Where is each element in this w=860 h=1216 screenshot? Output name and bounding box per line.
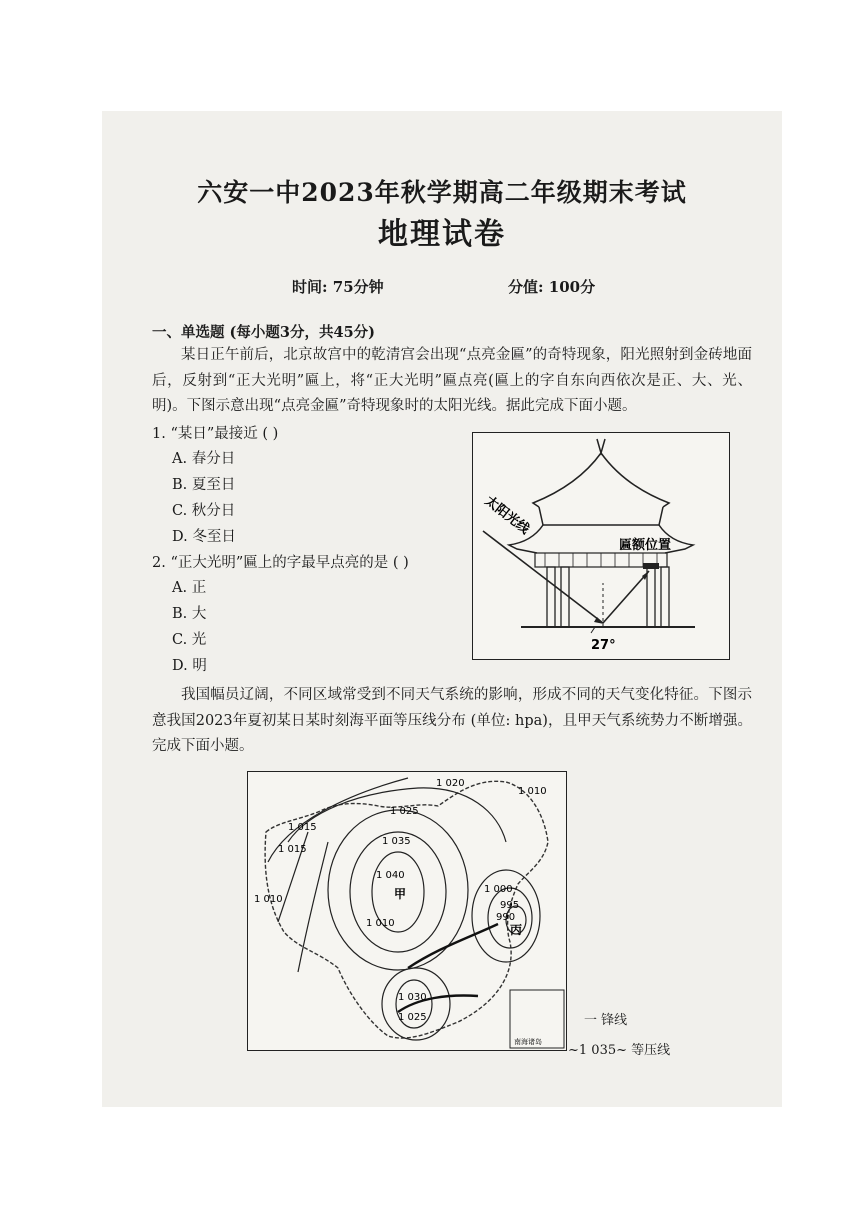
question-1-option-b: B. 夏至日 xyxy=(172,477,236,493)
question-1-option-c: C. 秋分日 xyxy=(172,503,236,519)
isobar-label: 995 xyxy=(500,900,520,911)
isobar-label: 990 xyxy=(496,912,516,923)
question-1-option-d: D. 冬至日 xyxy=(172,529,236,545)
inset-label: 南海诸岛 xyxy=(514,1038,542,1046)
isobar-label: 1 030 xyxy=(398,992,427,1003)
sun-ray-label: 太阳光线 xyxy=(481,493,532,538)
exam-score: 分值: 100分 xyxy=(508,278,596,296)
palace-sunlight-figure xyxy=(472,432,730,660)
question-2-stem: 2. “正大光明”匾上的字最早点亮的是 ( ) xyxy=(152,555,409,571)
passage-intro-2: 我国幅员辽阔，不同区域常受到不同天气系统的影响，形成不同的天气变化特征。下图示意我国2023年夏初某日某时刻海平面等压线分布 (单位: hpa)，且甲天气系统势力不断增强。完成下面小题。 xyxy=(152,687,752,754)
question-2-option-c: C. 光 xyxy=(172,632,207,648)
legend-front: 一 锋线 xyxy=(584,1013,628,1028)
exam-time: 时间: 75分钟 xyxy=(292,278,384,296)
question-1-option-a: A. 春分日 xyxy=(172,451,236,467)
isobar-label: 1 010 xyxy=(254,894,283,905)
isobar-label: 1 010 xyxy=(366,918,395,929)
isobar-label: 1 015 xyxy=(278,844,307,855)
exam-title: 六安一中2023年秋学期高二年级期末考试 xyxy=(197,178,687,207)
system-bing-label: 丙 xyxy=(510,923,523,937)
question-2-option-b: B. 大 xyxy=(172,606,207,622)
isobar-label: 1 010 xyxy=(518,786,547,797)
isobar-map xyxy=(248,772,566,1050)
isobar-map-figure xyxy=(247,771,567,1051)
question-2-option-d: D. 明 xyxy=(172,658,207,674)
system-jia-label: 甲 xyxy=(394,887,407,901)
isobar-label: 1 035 xyxy=(382,836,411,847)
isobar-label: 1 040 xyxy=(376,870,405,881)
isobar-label: 1 025 xyxy=(398,1012,427,1023)
exam-subject-title: 地理试卷 xyxy=(378,217,506,252)
passage-intro-1: 某日正午前后，北京故宫中的乾清宫会出现“点亮金匾”的奇特现象，阳光照射到金砖地面后，反射到“正大光明”匾上，将“正大光明”匾点亮(匾上的字自东向西依次是正、大、光、明)。下图示意出现“点亮金匾”奇特现象时的太阳光线。据此完成下面小题。 xyxy=(152,347,752,414)
isobar-label: 1 020 xyxy=(436,778,465,789)
palace-diagram xyxy=(473,433,729,659)
isobar-label: 1 000 xyxy=(484,884,513,895)
legend-isobar: ~1 035~ 等压线 xyxy=(568,1043,671,1058)
exam-sheet xyxy=(102,111,782,1107)
angle-label: 27° xyxy=(591,638,616,653)
question-1-stem: 1. “某日”最接近 ( ) xyxy=(152,426,279,442)
isobar-label: 1 015 xyxy=(288,822,317,833)
question-2-option-a: A. 正 xyxy=(172,580,207,596)
isobar-label: 1 025 xyxy=(390,806,419,817)
section-heading: 一、单选题 (每小题3分，共45分) xyxy=(152,324,376,341)
plaque-position-label: 匾额位置 xyxy=(619,538,672,553)
